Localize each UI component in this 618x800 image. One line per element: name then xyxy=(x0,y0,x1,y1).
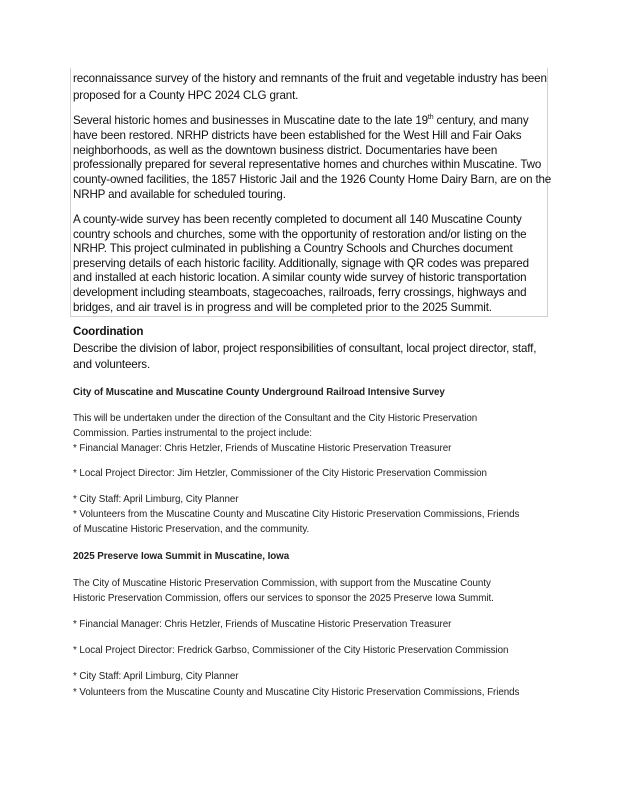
section1-title: City of Muscatine and Muscatine County Underground Railroad Intensive Survey xyxy=(73,387,445,398)
section1-intro-line: This will be undertaken under the direction of the Consultant and the City Historic Preservation xyxy=(73,413,478,424)
text-line: Several historic homes and businesses in Muscatine date to the late 19th century, and many xyxy=(73,114,529,127)
section1-volunteers-line: of Muscatine Historic Preservation, and the community. xyxy=(73,524,310,535)
text-line: development including steamboats, stagecoaches, railroads, ferry crossings, highways and xyxy=(73,286,527,299)
section1-intro-line: Commission. Parties instrumental to the project include: xyxy=(73,428,312,439)
text-line: reconnaissance survey of the history and remnants of the fruit and vegetable industry has been xyxy=(73,72,547,85)
text-line: professionally prepared for several representative homes and churches within Muscatine. Two xyxy=(73,158,542,172)
section2-intro-line: Historic Preservation Commission, offers our services to sponsor the 2025 Preserve Iowa Summit. xyxy=(73,593,494,604)
text-line: proposed for a County HPC 2024 CLG grant. xyxy=(73,89,299,102)
text-line: NRHP. This project culminated in publishing a Country Schools and Churches document xyxy=(73,242,513,256)
text-line: preserving details of each historic facility. Additionally, signage with QR codes was prepared xyxy=(73,256,529,270)
text-line: bridges, and air travel is in progress and will be completed prior to the 2025 Summit. xyxy=(73,300,492,314)
section2-title: 2025 Preserve Iowa Summit in Muscatine, Iowa xyxy=(73,551,290,562)
coordination-prompt-line: and volunteers. xyxy=(73,358,151,371)
coordination-prompt-line: Describe the division of labor, project responsibilities of consultant, local project director, staff, xyxy=(73,342,537,355)
section2-project-director: * Local Project Director: Fredrick Garbso, Commissioner of the City Historic Preservation Commission xyxy=(73,645,509,656)
text-line: NRHP and available for scheduled touring. xyxy=(73,188,286,201)
section1-city-staff: * City Staff: April Limburg, City Planner xyxy=(73,494,239,505)
text-line: country schools and churches, some with the opportunity of restoration and/or listing on the xyxy=(73,227,527,241)
section2-city-staff: * City Staff: April Limburg, City Planner xyxy=(73,671,239,682)
section1-project-director: * Local Project Director: Jim Hetzler, Commissioner of the City Historic Preservation Commission xyxy=(73,468,487,479)
section2-intro-line: The City of Muscatine Historic Preservation Commission, with support from the Muscatine County xyxy=(73,578,491,589)
section2-volunteers-line: * Volunteers from the Muscatine County and Muscatine City Historic Preservation Commissions, Friends xyxy=(73,687,520,698)
text-line: county-owned facilities, the 1857 Historic Jail and the 1926 County Home Dairy Barn, are on the xyxy=(73,173,552,187)
text-line: have been restored. NRHP districts have been established for the West Hill and Fair Oaks xyxy=(73,128,522,142)
section2-financial-manager: * Financial Manager: Chris Hetzler, Friends of Muscatine Historic Preservation Treasurer xyxy=(73,619,452,630)
coordination-heading: Coordination xyxy=(73,325,144,338)
text-line: A county-wide survey has been recently completed to document all 140 Muscatine County xyxy=(73,213,522,226)
text-line: and installed at each historic location. A similar county wide survey of historic transportation xyxy=(73,271,527,285)
text-line: neighborhoods, as well as the downtown business district. Documentaries have been xyxy=(73,143,498,157)
section1-financial-manager: * Financial Manager: Chris Hetzler, Friends of Muscatine Historic Preservation Treasurer xyxy=(73,443,452,454)
section1-volunteers-line: * Volunteers from the Muscatine County and Muscatine City Historic Preservation Commissions, Friends xyxy=(73,509,520,520)
